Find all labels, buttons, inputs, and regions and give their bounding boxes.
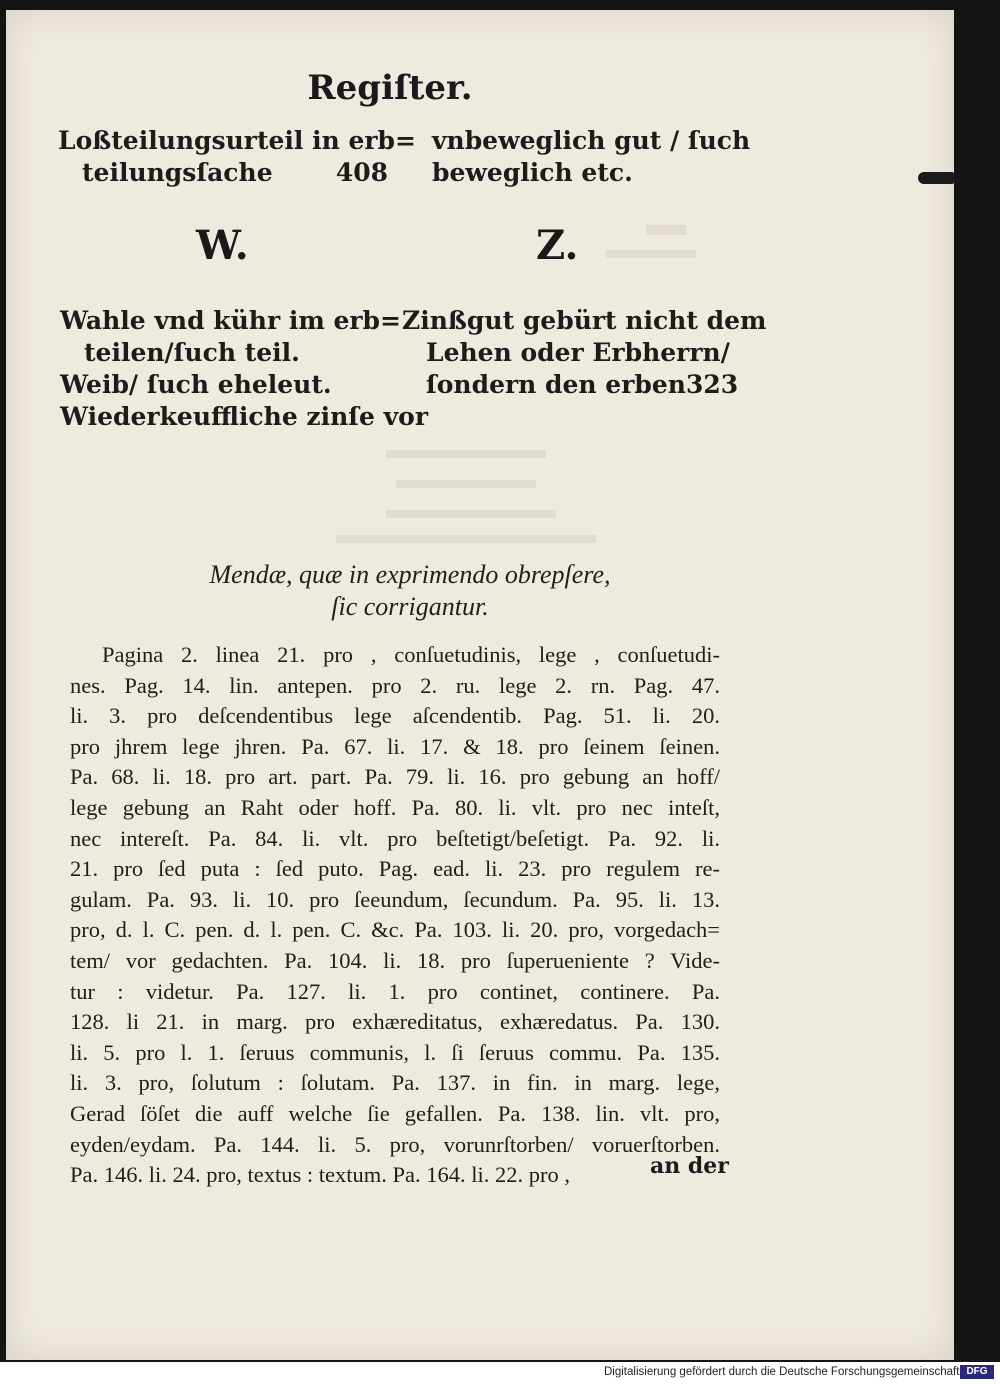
errata-line: tem/ vor gedachten. Pa. 104. li. 18. pro ſuperueniente ? Vide- [70,947,720,973]
register-entry: Lehen oder Erbherrn/ [426,338,730,367]
entry-text: Loßteilungsurteil in erb= [58,126,416,155]
register-left-top [58,125,416,189]
entry-text: teilungsſache [82,158,273,187]
errata-line: pro jhrem lege jhren. Pa. 67. li. 17. & 18. pro ſeinem ſeinen. [70,733,720,759]
section-letter-w: W. [196,222,249,269]
errata-line: Gerad ſöſet die auff welche ſie gefallen. Pa. 138. lin. vlt. pro, [70,1100,720,1126]
catchword: an der [650,1153,729,1179]
register-entry: teilen/ſuch teil. [84,338,300,367]
entry-text: ſondern den erben [426,370,686,399]
errata-line: Pagina 2. linea 21. pro , conſuetudinis, lege , conſuetudi- [102,642,720,667]
errata-line: Pa. 146. li. 24. pro, textus : textum. Pa. 164. li. 22. pro , [70,1162,570,1188]
dfg-logo-icon: DFG [960,1365,994,1379]
errata-line: eyden/eydam. Pa. 144. li. 5. pro, vorunrſtorben/ voruerſtorben. [70,1131,720,1157]
errata-body [70,640,720,1191]
register-w-column [60,305,429,433]
errata-line: pro, d. l. C. pen. d. l. pen. C. &c. Pa. 103. li. 20. pro, vorgedach= [70,917,720,943]
errata-line: 128. li 21. in marg. pro exhæreditatus, exhæredatus. Pa. 130. [70,1009,720,1035]
register-entry: Wiederkeuffliche zinſe vor [60,402,429,431]
errata-line: li. 5. pro l. 1. ſeruus communis, l. ſi ſeruus commu. Pa. 135. [70,1039,720,1065]
errata-line: tur : videtur. Pa. 127. li. 1. pro continet, continere. Pa. [70,978,720,1004]
register-entry [402,369,739,401]
register-entry: Weib/ ſuch eheleut. [60,370,332,399]
register-entry [58,125,416,157]
errata-line: lege gebung an Raht oder hoff. Pa. 80. li. vlt. pro nec inteſt, [70,794,720,820]
entry-page-number: 323 [685,370,739,399]
register-title: Regiſter. [307,68,473,108]
errata-subtitle: ſic corrigantur. [331,592,489,621]
register-entry: Zinßgut gebürt nicht dem [402,306,767,335]
register-entry: beweglich etc. [432,158,633,187]
register-z-column [402,305,767,401]
errata-line: nec intereſt. Pa. 84. li. vlt. pro beſtetigt/beſetigt. Pa. 92. li. [70,825,720,851]
errata-line: gulam. Pa. 93. li. 10. pro ſeeundum, ſecundum. Pa. 95. li. 13. [70,886,720,912]
footer-credit: Digitalisierung gefördert durch die Deutsche Forschungsgemeinschaft [604,1366,960,1378]
entry-page-number: 408 [335,158,388,187]
errata-title: Mendæ, quæ in exprimendo obrepſere, [209,560,611,589]
page-marker-tab [918,172,954,184]
register-right-top [432,125,751,189]
register-entry: vnbeweglich gut / ſuch [432,126,751,155]
register-entry [58,157,388,189]
register-entry: Wahle vnd kühr im erb= [60,306,401,335]
errata-line: li. 3. pro deſcendentibus lege aſcendentib. Pag. 51. li. 20. [70,703,720,729]
errata-line: nes. Pag. 14. lin. antepen. pro 2. ru. lege 2. rn. Pag. 47. [70,672,720,698]
errata-line: li. 3. pro, ſolutum : ſolutam. Pa. 137. in fin. in marg. lege, [70,1070,720,1096]
section-letter-z: Z. [536,222,579,269]
errata-line: 21. pro ſed puta : ſed puto. Pag. ead. li. 23. pro regulem re- [70,856,720,882]
errata-line: Pa. 68. li. 18. pro art. part. Pa. 79. li. 16. pro gebung an hoff/ [70,764,720,790]
